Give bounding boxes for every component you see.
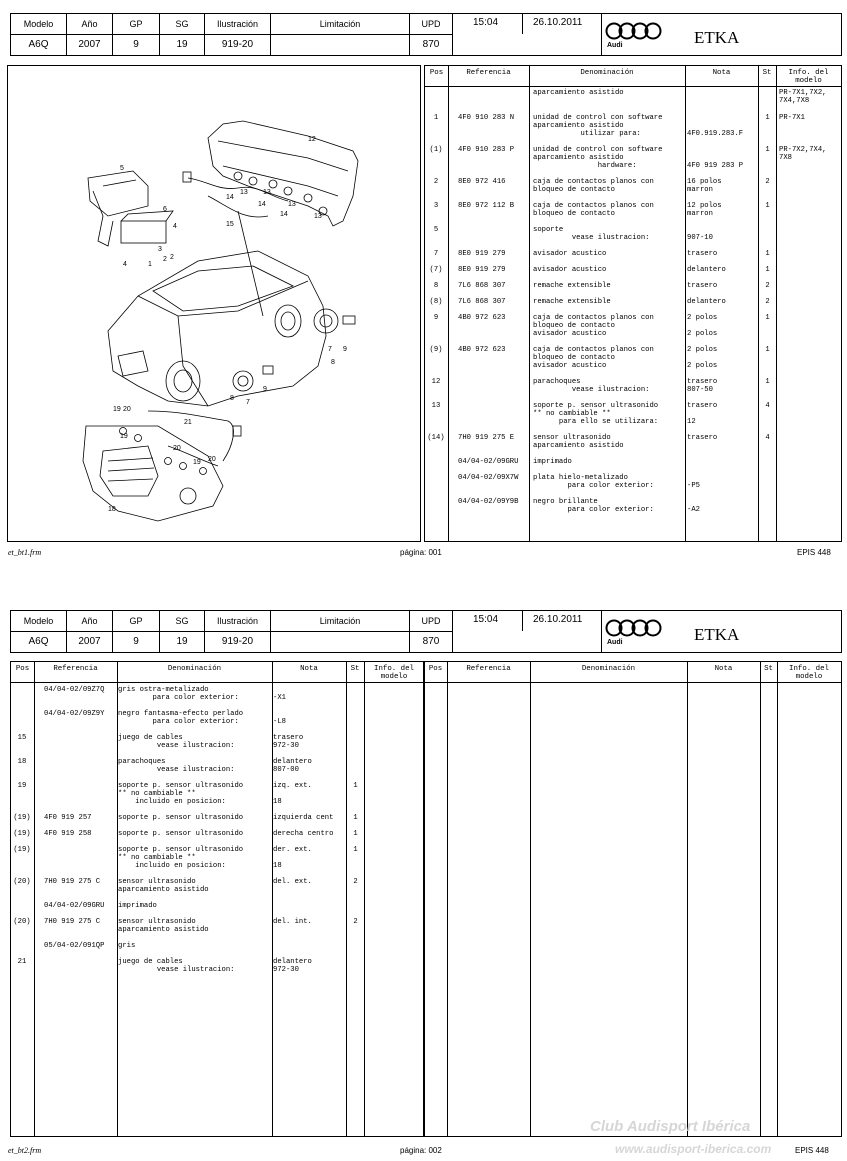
row-4-ref: 8E0 972 112 B (458, 202, 515, 210)
row-3-den: parachoques vease ilustracion: (118, 758, 235, 775)
callout-9b: 9 (263, 386, 267, 393)
row-9-ref: 7L6 868 307 (458, 298, 506, 306)
row-10-pos: (20) (13, 918, 31, 926)
parts-table-page-1 (424, 65, 842, 542)
hdr-sg-value: 19 (176, 39, 188, 50)
callout-20a: 20 (123, 406, 131, 413)
row-10-st: 2 (353, 918, 358, 926)
hdr-gp-label: GP (129, 19, 143, 29)
hdr-divider (11, 34, 453, 35)
callout-8a: 8 (331, 359, 335, 366)
col3-st: St (760, 662, 777, 683)
callout-13a: 13 (240, 189, 248, 196)
row-7-pos: (19) (13, 846, 31, 854)
row-11-ref: 05/04-02/091QP (44, 942, 105, 950)
col2-nota: Nota (272, 662, 346, 683)
row-16-ref: 04/04-02/09X7W (458, 474, 519, 482)
row-17-ref: 04/04-02/09Y9B (458, 498, 519, 506)
row-11-nota: 2 polos 2 polos (687, 346, 718, 371)
row-6-pos: (19) (13, 830, 31, 838)
row-9-den: remache extensible (533, 298, 611, 306)
callout-4a: 4 (173, 223, 177, 230)
row-6-ref: 4F0 919 258 (44, 830, 92, 838)
row-14-den: sensor ultrasonido aparcamiento asistido (533, 434, 624, 451)
row-10-den: caja de contactos planos con bloqueo de contacto avisador acustico (533, 314, 654, 339)
row-3-pos: 18 (17, 758, 27, 766)
row-6-nota: derecha centro (273, 830, 334, 838)
col3-denominacion: Denominación (530, 662, 687, 683)
row-16-den: plata hielo-metalizado para color exterior: (533, 474, 654, 491)
callout-13d: 13 (314, 213, 322, 220)
col-denominacion: Denominación (529, 66, 685, 87)
col-nota: Nota (685, 66, 758, 87)
row-3-nota: delantero 807-00 (273, 758, 312, 775)
callout-2b: 2 (170, 254, 174, 261)
footer-center-page-1: página: 001 (400, 548, 442, 557)
row-8-st: 2 (765, 282, 770, 290)
row-11-st: 1 (765, 346, 770, 354)
row-4-st: 1 (353, 782, 358, 790)
row-2-st: 1 (765, 146, 770, 154)
row-7-nota: der. ext. 18 (273, 846, 312, 871)
row-2-nota: 4F0 919 283 P (687, 162, 744, 171)
callout-19c: 19 (193, 459, 201, 466)
row-6-den: soporte p. sensor ultrasonido (118, 830, 244, 838)
row-1-ref: 4F0 910 283 N (458, 114, 515, 122)
row-8-den: remache extensible (533, 282, 611, 290)
callout-13b: 13 (263, 189, 271, 196)
row-12-nota: delantero 972-30 (273, 958, 312, 975)
row-15-den: imprimado (533, 458, 572, 466)
row-7-nota: delantero (687, 266, 726, 274)
callout-15: 15 (226, 221, 234, 228)
col2-info: Info. del modelo (364, 662, 424, 683)
row-8-pos: 8 (433, 282, 439, 290)
row-8-nota: del. ext. (273, 878, 312, 886)
hdr2-modelo-label: Modelo (23, 616, 54, 626)
row-8-pos: (20) (13, 878, 31, 886)
row-2-den: juego de cables vease ilustracion: (118, 734, 235, 751)
row-4-pos: 3 (433, 202, 439, 210)
row-12-den: juego de cables vease ilustracion: (118, 958, 235, 975)
footer-center-page-2: página: 002 (400, 1146, 442, 1155)
hdr2-time: 15:04 (473, 614, 499, 625)
row-4-nota: izq. ext. 18 (273, 782, 312, 807)
hdr-sg-label: SG (175, 19, 189, 29)
callout-20c: 20 (208, 456, 216, 463)
hdr2-app-title: ETKA (694, 625, 740, 644)
hdr-upd-label: UPD (421, 19, 441, 29)
callout-18: 18 (108, 506, 116, 513)
hdr2-upd-value: 870 (422, 636, 440, 647)
callout-13c: 13 (288, 201, 296, 208)
row-1-nota: 4F0.919.283.F (687, 130, 744, 139)
row-9-den: imprimado (118, 902, 157, 910)
row-5-pos: 5 (433, 226, 439, 234)
hdr-blank-cell (453, 34, 602, 55)
row-10-pos: 9 (433, 314, 439, 322)
row-1-st: 1 (765, 114, 770, 122)
audi-rings-icon-2 (604, 618, 666, 638)
callout-8b: 8 (230, 395, 234, 402)
row-11-den: gris (118, 942, 136, 950)
hdr-ilustracion-label: Ilustración (216, 19, 259, 29)
hdr-ano-label: Año (81, 19, 98, 29)
row-2-info: PR-7X2,7X4, 7X8 (779, 146, 827, 163)
callout-6: 6 (163, 206, 167, 213)
callout-19b: 19 (120, 433, 128, 440)
hdr2-ano-label: Año (81, 616, 98, 626)
row-2-nota: trasero 972-30 (273, 734, 304, 751)
row-3-den: caja de contactos planos con bloqueo de contacto (533, 178, 654, 195)
hdr-upd-value: 870 (422, 39, 440, 50)
hdr2-limitacion-label: Limitación (319, 616, 361, 626)
row-9-ref: 04/04-02/09GRU (44, 902, 105, 910)
row-13-nota: trasero 12 (687, 402, 718, 427)
col3-nota: Nota (687, 662, 760, 683)
hdr-ilustracion-value: 919-20 (221, 39, 254, 50)
row-1-pos: 1 (433, 114, 439, 122)
footer-left-page-2: et_bt2.frm (8, 1146, 42, 1155)
row-3-ref: 8E0 972 416 (458, 178, 506, 186)
row-10-ref: 7H0 919 275 C (44, 918, 101, 926)
row-8-ref: 7H0 919 275 C (44, 878, 101, 886)
row-5-den: soporte vease ilustracion: (533, 226, 650, 243)
hdr-modelo-label: Modelo (23, 19, 54, 29)
hdr-limitacion-label: Limitación (319, 19, 361, 29)
row-9-pos: (8) (429, 298, 443, 306)
col-st: St (758, 66, 776, 87)
callout-3: 3 (158, 246, 162, 253)
row-12-pos: 21 (17, 958, 27, 966)
row-6-pos: 7 (433, 250, 439, 258)
row-3-pos: 2 (433, 178, 439, 186)
hdr2-modelo-value: A6Q (28, 636, 49, 647)
row-5-pos: (19) (13, 814, 31, 822)
hdr2-gp-value: 9 (133, 636, 139, 647)
hdr2-date: 26.10.2011 (533, 614, 583, 625)
callout-21: 21 (184, 419, 192, 426)
callout-2a: 2 (163, 256, 167, 263)
parts-table-page-2-right (424, 661, 842, 1137)
col-pos: Pos (425, 66, 448, 87)
row-7-st: 1 (353, 846, 358, 854)
col3-info: Info. del modelo (777, 662, 841, 683)
row-4-den: caja de contactos planos con bloqueo de contacto (533, 202, 654, 219)
row-0-den: gris ostra-metalizado para color exterior: (118, 686, 239, 703)
hdr-modelo-value: A6Q (28, 39, 49, 50)
row-8-ref: 7L6 868 307 (458, 282, 506, 290)
row-8-nota: trasero (687, 282, 718, 290)
parts-illustration (7, 65, 421, 542)
hdr-brand: Audi (607, 42, 623, 49)
callout-1: 1 (148, 261, 152, 268)
header-page-2 (10, 610, 842, 653)
row-2-ref: 4F0 910 283 P (458, 146, 515, 154)
row-2-den: unidad de control con software aparcamiento asistido hardware: (533, 146, 663, 171)
row-1-den: unidad de control con software aparcamiento asistido utilizar para: (533, 114, 663, 139)
callout-14a: 14 (226, 194, 234, 201)
col2-denominacion: Denominación (117, 662, 272, 683)
row-13-den: soporte p. sensor ultrasonido ** no cambiable ** para ello se utilizara: (533, 402, 659, 427)
row-17-nota: -A2 (687, 506, 700, 515)
row-7-st: 1 (765, 266, 770, 274)
watermark-title: Club Audisport Ibérica (590, 1118, 751, 1135)
row-12-nota: trasero 807-50 (687, 378, 718, 395)
col-referencia: Referencia (448, 66, 529, 87)
col3-referencia: Referencia (447, 662, 530, 683)
row-14-pos: (14) (427, 434, 445, 442)
parking-assist-diagram (8, 66, 420, 541)
col2-st: St (346, 662, 364, 683)
row-17-den: negro brillante para color exterior: (533, 498, 654, 515)
audi-rings-icon (604, 21, 666, 41)
row-6-nota: trasero (687, 250, 718, 258)
row-11-ref: 4B0 972 623 (458, 346, 506, 354)
hdr-gp-value: 9 (133, 39, 139, 50)
row-1-den: negro fantasma-efecto perlado para color exterior: (118, 710, 244, 727)
row-5-nota: izquierda cent (273, 814, 334, 822)
callout-7b: 7 (246, 399, 250, 406)
hdr-app-title: ETKA (694, 28, 740, 47)
row-2-pos: 15 (17, 734, 27, 742)
hdr2-ano-value: 2007 (78, 636, 101, 647)
hdr-time: 15:04 (473, 17, 499, 28)
parts-table-page-2-left (10, 661, 424, 1137)
row-14-ref: 7H0 919 275 E (458, 434, 515, 442)
row-12-den: parachoques vease ilustracion: (533, 378, 650, 395)
row-8-den: sensor ultrasonido aparcamiento asistido (118, 878, 209, 895)
header-page-1 (10, 13, 842, 56)
hdr2-sg-value: 19 (176, 636, 188, 647)
row-16-nota: -P5 (687, 482, 700, 491)
callout-20b: 20 (173, 445, 181, 452)
row-10-nota: del. int. (273, 918, 312, 926)
row-5-st: 1 (353, 814, 358, 822)
callout-5: 5 (120, 165, 124, 172)
callout-9a: 9 (343, 346, 347, 353)
row-11-den: caja de contactos planos con bloqueo de contacto avisador acustico (533, 346, 654, 371)
row-10-st: 1 (765, 314, 770, 322)
callout-7a: 7 (328, 346, 332, 353)
col-info: Info. del modelo (776, 66, 841, 87)
row-4-pos: 19 (17, 782, 27, 790)
hdr-ano-value: 2007 (78, 39, 101, 50)
row-14-st: 4 (765, 434, 770, 442)
row-1-nota: -L8 (273, 718, 286, 727)
row-6-st: 1 (765, 250, 770, 258)
row-12-st: 1 (765, 378, 770, 386)
row-0-info: PR-7X1,7X2, 7X4,7X8 (779, 89, 827, 106)
row-7-den: avisador acustico (533, 266, 607, 274)
row-7-den: soporte p. sensor ultrasonido ** no cambiable ** incluido en posicion: (118, 846, 244, 871)
hdr2-brand: Audi (607, 639, 623, 646)
row-13-pos: 13 (431, 402, 441, 410)
row-1-ref: 04/04-02/09Z9Y (44, 710, 105, 718)
row-2-pos: (1) (429, 146, 443, 154)
row-0-ref: 04/04-02/09Z7Q (44, 686, 105, 694)
row-3-nota: 16 polos marron (687, 178, 722, 195)
row-9-st: 2 (765, 298, 770, 306)
hdr2-sg-label: SG (175, 616, 189, 626)
hdr2-ilustracion-label: Ilustración (216, 616, 259, 626)
callout-12: 12 (308, 136, 316, 143)
col2-referencia: Referencia (34, 662, 117, 683)
row-4-den: soporte p. sensor ultrasonido ** no cambiable ** incluido en posicion: (118, 782, 244, 807)
row-5-ref: 4F0 919 257 (44, 814, 92, 822)
row-11-pos: (9) (429, 346, 443, 354)
callout-19a: 19 (113, 406, 121, 413)
row-8-st: 2 (353, 878, 358, 886)
row-15-ref: 04/04-02/09GRU (458, 458, 519, 466)
callout-14c: 14 (280, 211, 288, 218)
row-10-den: sensor ultrasonido aparcamiento asistido (118, 918, 209, 935)
row-4-nota: 12 polos marron (687, 202, 722, 219)
hdr-date: 26.10.2011 (533, 17, 583, 28)
row-10-nota: 2 polos 2 polos (687, 314, 718, 339)
callout-14b: 14 (258, 201, 266, 208)
row-5-den: soporte p. sensor ultrasonido (118, 814, 244, 822)
row-9-nota: delantero (687, 298, 726, 306)
col3-pos: Pos (424, 662, 447, 683)
row-0-den: aparcamiento asistido (533, 89, 624, 97)
row-12-pos: 12 (431, 378, 441, 386)
row-7-ref: 8E0 919 279 (458, 266, 506, 274)
hdr2-blank-cell (453, 631, 602, 652)
row-3-st: 2 (765, 178, 770, 186)
row-0-nota: -X1 (273, 694, 286, 703)
footer-left-page-1: et_bt1.frm (8, 548, 42, 557)
col2-pos: Pos (11, 662, 34, 683)
hdr2-divider (11, 631, 453, 632)
row-6-ref: 8E0 919 279 (458, 250, 506, 258)
row-6-den: avisador acustico (533, 250, 607, 258)
row-10-ref: 4B0 972 623 (458, 314, 506, 322)
hdr2-upd-label: UPD (421, 616, 441, 626)
footer-right-page-1: EPIS 448 (797, 548, 831, 557)
hdr2-gp-label: GP (129, 616, 143, 626)
row-5-nota: 907-10 (687, 234, 713, 243)
row-6-st: 1 (353, 830, 358, 838)
watermark-url: www.audisport-iberica.com (615, 1142, 772, 1156)
row-14-nota: trasero (687, 434, 718, 442)
row-1-info: PR-7X1 (779, 114, 805, 122)
footer-right-page-2: EPIS 448 (795, 1146, 829, 1155)
hdr2-ilustracion-value: 919-20 (221, 636, 254, 647)
row-4-st: 1 (765, 202, 770, 210)
callout-4b: 4 (123, 261, 127, 268)
row-13-st: 4 (765, 402, 770, 410)
row-7-pos: (7) (429, 266, 443, 274)
